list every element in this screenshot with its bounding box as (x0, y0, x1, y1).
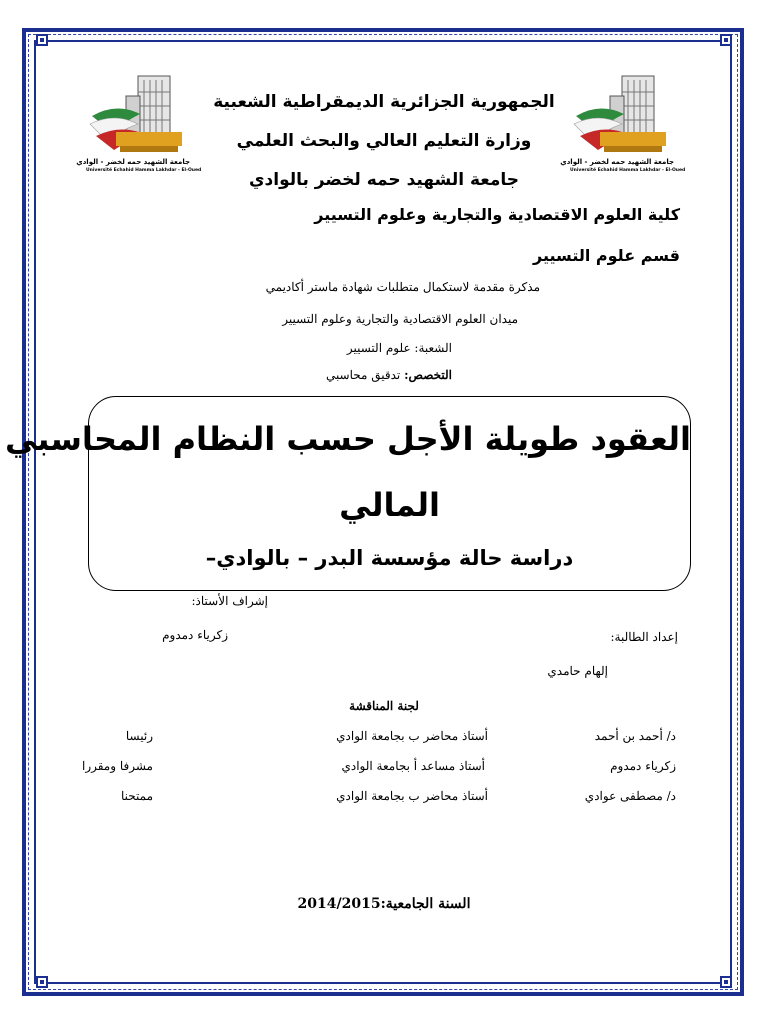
committee-member-role: ممتحنا (120, 789, 153, 803)
ministry-line: وزارة التعليم العالي والبحث العلمي (236, 131, 532, 151)
faculty-line: كلية العلوم الاقتصادية والتجارية وعلوم التسيير (314, 205, 680, 224)
thesis-subtitle: دراسة حالة مؤسسة البدر – بالوادي– (205, 546, 574, 570)
committee-member-name: د/ مصطفى عوادي (584, 789, 676, 803)
logo-arabic-name: جامعة الشهيد حمه لخضر - الوادي (76, 158, 190, 166)
memo-field: ميدان العلوم الاقتصادية والتجارية وعلوم التسيير (282, 312, 518, 326)
university-logo-left (76, 72, 202, 180)
student-label: إعداد الطالبة: (610, 630, 678, 644)
committee-member-role: رئيسا (125, 729, 153, 743)
logo-french-name: Université Echahid Hamma Lakhdar - El-Oued (570, 168, 686, 173)
specialty-value: تدقيق محاسبي (325, 368, 401, 382)
committee-member-rank: أستاذ محاضر ب بجامعة الوادي (336, 729, 488, 743)
student-name: إلهام حامدي (547, 664, 608, 678)
border-corner-ornament (720, 34, 732, 46)
committee-member-name: زكرياء دمدوم (610, 759, 676, 773)
committee-member-rank: أستاذ مساعد أ بجامعة الوادي (341, 759, 485, 773)
committee-member-role: مشرفا ومقررا (81, 759, 153, 773)
supervisor-name: زكرياء دمدوم (162, 628, 228, 642)
republic-line: الجمهورية الجزائرية الديمقراطية الشعبية (213, 92, 555, 112)
logo-arabic-name: جامعة الشهيد حمه لخضر - الوادي (560, 158, 674, 166)
committee-member-name: د/ أحمد بن أحمد (594, 729, 676, 743)
committee-member-rank: أستاذ محاضر ب بجامعة الوادي (336, 789, 488, 803)
university-logo-right (560, 72, 686, 180)
specialty-label: التخصص: (404, 368, 452, 382)
memo-purpose: مذكرة مقدمة لاستكمال متطلبات شهادة ماستر أكاديمي (265, 280, 540, 294)
memo-branch: الشعبة: علوم التسيير (346, 341, 452, 355)
university-line: جامعة الشهيد حمه لخضر بالوادي (248, 170, 520, 190)
committee-heading: لجنة المناقشة (349, 699, 419, 713)
academic-year: السنة الجامعية:2014/2015 (297, 896, 471, 912)
thesis-title-line2: المالي (339, 486, 440, 524)
supervisor-label: إشراف الأستاذ: (191, 594, 268, 608)
border-corner-ornament (36, 34, 48, 46)
department-line: قسم علوم التسيير (533, 246, 680, 265)
logo-french-name: Université Echahid Hamma Lakhdar - El-Oued (86, 168, 202, 173)
thesis-title-line1: العقود طويلة الأجل حسب النظام المحاسبي (5, 420, 691, 458)
memo-specialty (326, 368, 452, 382)
border-corner-ornament (720, 976, 732, 988)
border-corner-ornament (36, 976, 48, 988)
